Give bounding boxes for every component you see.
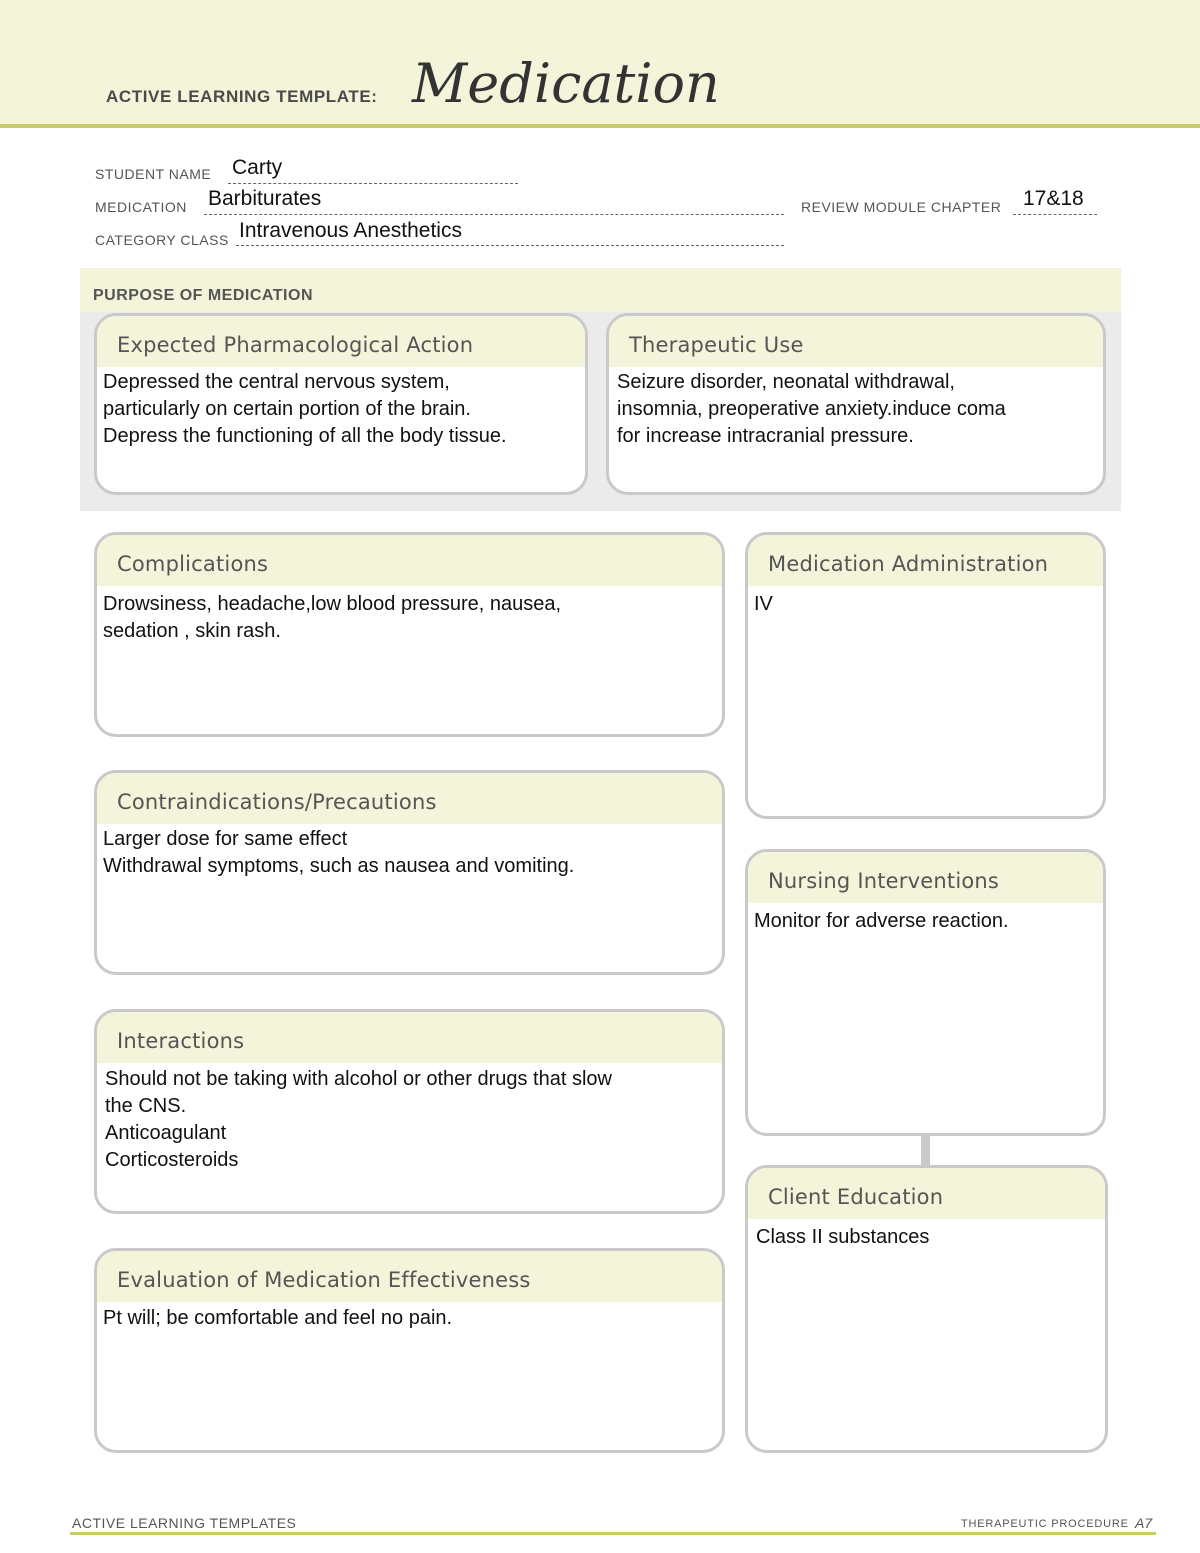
footer-right-label: THERAPEUTIC PROCEDURE xyxy=(961,1518,1129,1530)
medication-line xyxy=(204,214,784,215)
student-name-value[interactable]: Carty xyxy=(232,156,283,179)
interactions-card xyxy=(94,1009,725,1214)
expected-action-card xyxy=(94,313,588,495)
expected-action-text[interactable]: Depressed the central nervous system, particularly on certain portion of the brain. Depress the functioning of all the body tissue. xyxy=(103,371,507,447)
card-title: Medication Administration xyxy=(748,535,1103,586)
medication-value[interactable]: Barbiturates xyxy=(208,187,322,210)
category-class-label: CATEGORY CLASS xyxy=(95,232,229,248)
card-title: Therapeutic Use xyxy=(609,316,1103,367)
client-education-text[interactable]: Class II substances xyxy=(756,1226,930,1248)
therapeutic-use-card xyxy=(606,313,1106,495)
card-title: Evaluation of Medication Effectiveness xyxy=(97,1251,722,1302)
header-rule xyxy=(0,124,1200,128)
administration-text[interactable]: IV xyxy=(754,593,773,615)
footer-page-number: A7 xyxy=(1135,1515,1153,1531)
evaluation-card xyxy=(94,1248,725,1453)
page-title: Medication xyxy=(412,52,720,115)
contraindications-card xyxy=(94,770,725,975)
card-title: Expected Pharmacological Action xyxy=(97,316,585,367)
administration-card xyxy=(745,532,1106,819)
footer-rule xyxy=(70,1532,1156,1535)
client-education-card xyxy=(745,1165,1108,1453)
review-chapter-line xyxy=(1013,214,1097,215)
card-title: Contraindications/Precautions xyxy=(97,773,722,824)
complications-text[interactable]: Drowsiness, headache,low blood pressure, nausea, sedation , skin rash. xyxy=(103,593,562,642)
student-name-label: STUDENT NAME xyxy=(95,166,212,182)
category-class-line xyxy=(236,245,784,246)
purpose-label: PURPOSE OF MEDICATION xyxy=(93,287,313,304)
nursing-interventions-text[interactable]: Monitor for adverse reaction. xyxy=(754,910,1009,932)
medication-label: MEDICATION xyxy=(95,199,187,215)
review-chapter-value[interactable]: 17&18 xyxy=(1023,187,1084,210)
nursing-interventions-card xyxy=(745,849,1106,1136)
card-title: Complications xyxy=(97,535,722,586)
contraindications-text[interactable]: Larger dose for same effect Withdrawal symptoms, such as nausea and vomiting. xyxy=(103,828,575,877)
card-title: Interactions xyxy=(97,1012,722,1063)
footer-left-label: ACTIVE LEARNING TEMPLATES xyxy=(72,1515,297,1531)
complications-card xyxy=(94,532,725,737)
interactions-text[interactable]: Should not be taking with alcohol or other drugs that slow the CNS. Anticoagulant Corticosteroids xyxy=(105,1068,612,1171)
template-label: ACTIVE LEARNING TEMPLATE: xyxy=(106,87,378,106)
category-class-value[interactable]: Intravenous Anesthetics xyxy=(239,219,462,242)
review-chapter-label: REVIEW MODULE CHAPTER xyxy=(801,199,1002,215)
card-title: Nursing Interventions xyxy=(748,852,1103,903)
therapeutic-use-text[interactable]: Seizure disorder, neonatal withdrawal, insomnia, preoperative anxiety.induce coma for increase intracranial pressure. xyxy=(617,371,1006,447)
card-title: Client Education xyxy=(748,1168,1105,1219)
evaluation-text[interactable]: Pt will; be comfortable and feel no pain. xyxy=(103,1307,453,1329)
student-name-line xyxy=(228,183,518,184)
card-connector xyxy=(921,1134,930,1166)
